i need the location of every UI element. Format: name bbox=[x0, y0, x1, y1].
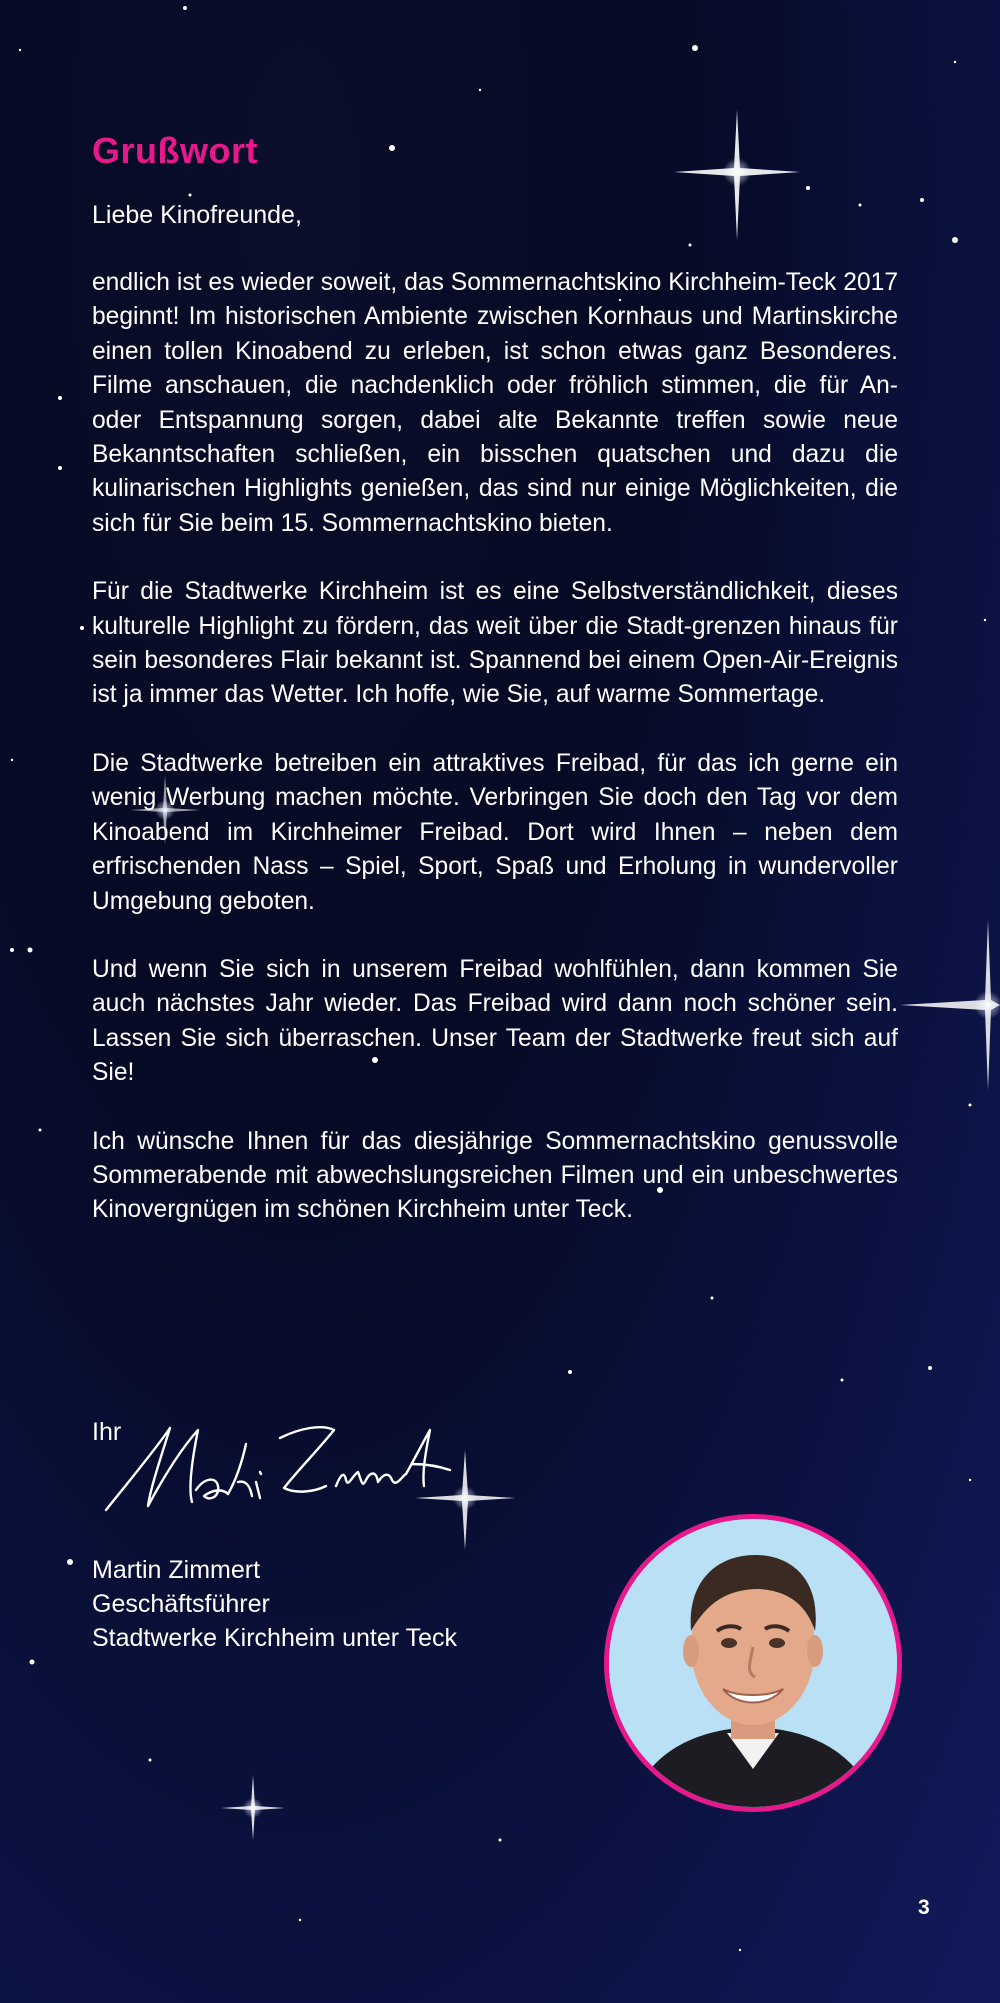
sender-company: Stadtwerke Kirchheim unter Teck bbox=[92, 1624, 457, 1652]
paragraph-3: Die Stadtwerke betreiben ein attraktives Freibad, für das ich gerne ein wenig Werbung machen möchte. Verbringen Sie doch den Tag vor dem Kinoabend im Kirchheimer Freibad. Dort wird Ihnen – neben dem erfrischenden Nass – Spiel, Sport, Spaß und Erholung in wundervoller Umgebung geboten. bbox=[92, 749, 898, 915]
paragraph-4: Und wenn Sie sich in unserem Freibad wohlfühlen, dann kommen Sie auch nächstes Jahr wieder. Das Freibad wird dann noch schöner sein. Lassen Sie sich überraschen. Unser Team der Stadtwerke freut sich auf Sie! bbox=[92, 955, 898, 1087]
sender-position: Geschäftsführer bbox=[92, 1590, 270, 1618]
sender-block bbox=[92, 1553, 457, 1655]
handwritten-signature bbox=[100, 1410, 460, 1520]
paragraph-1: endlich ist es wieder soweit, das Sommernachtskino Kirchheim-Teck 2017 beginnt! Im historischen Ambiente zwischen Kornhaus und Martinskirche einen tollen Kinoabend zu erleben, ist schon etwas ganz Besonderes. Filme anschauen, die nachdenklich oder fröhlich stimmen, die für An- oder Entspannung sorgen, dabei alte Bekannte treffen sowie neue Bekanntschaften schließen, ein bisschen quatschen und dazu die kulinarischen Highlights genießen, das sind nur einige Möglichkeiten, die sich für Sie beim 15. Sommernachtskino bieten. bbox=[92, 269, 898, 537]
portrait-illustration bbox=[609, 1519, 897, 1807]
salutation: Liebe Kinofreunde, bbox=[92, 201, 302, 229]
paragraph-2: Für die Stadtwerke Kirchheim ist es eine Selbstverständlichkeit, dieses kulturelle Highlight zu fördern, das weit über die Stadt-grenzen hinaus für sein besonderes Flair bekannt ist. Spannend bei einem Open-Air-Ereignis ist ja immer das Wetter. Ich hoffe, wie Sie, auf warme Sommertage. bbox=[92, 578, 898, 709]
paragraph-5: Ich wünsche Ihnen für das diesjährige Sommernachtskino genussvolle Sommerabende mit abwechslungsreichen Filmen und ein unbeschwertes Kinovergnügen im schönen Kirchheim unter Teck. bbox=[92, 1127, 898, 1224]
portrait-photo bbox=[604, 1514, 902, 1812]
sender-name: Martin Zimmert bbox=[92, 1556, 261, 1584]
letter-body bbox=[92, 130, 898, 1262]
page-number: 3 bbox=[918, 1896, 930, 1919]
page-title: Grußwort bbox=[92, 130, 258, 171]
closing: Ihr bbox=[92, 1418, 122, 1446]
